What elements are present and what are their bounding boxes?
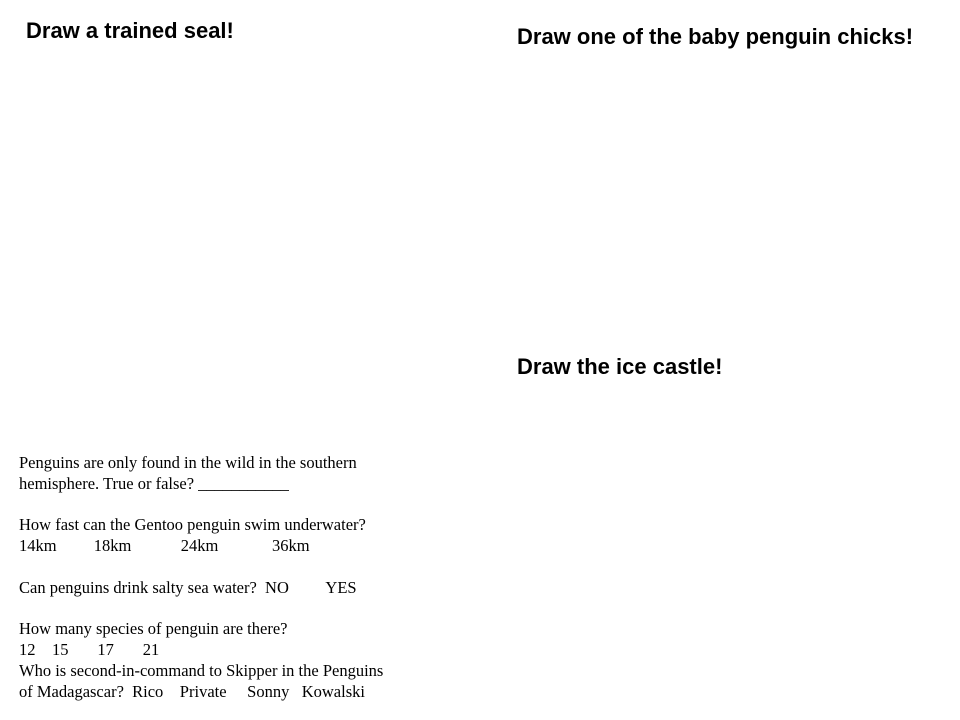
heading-draw-penguin-chick: Draw one of the baby penguin chicks! xyxy=(517,24,914,49)
question-4-options: 12 15 17 21 xyxy=(19,640,160,660)
question-5-line-1: Who is second-in-command to Skipper in the Penguins xyxy=(19,660,384,680)
question-4: How many species of penguin are there? xyxy=(19,619,288,639)
question-5-line-2: of Madagascar? Rico Private Sonny Kowalski xyxy=(19,681,365,701)
spacer xyxy=(19,495,459,516)
question-2: How fast can the Gentoo penguin swim underwater? xyxy=(19,515,366,535)
heading-draw-ice-castle: Draw the ice castle! xyxy=(517,354,723,379)
heading-draw-seal: Draw a trained seal! xyxy=(26,18,234,43)
question-2-options: 14km 18km 24km 36km xyxy=(19,536,310,556)
spacer xyxy=(19,599,459,620)
question-1-line-1: Penguins are only found in the wild in the southern xyxy=(19,453,357,472)
quiz-section xyxy=(19,453,459,703)
question-1-line-2: hemisphere. True or false? ___________ xyxy=(19,473,289,493)
spacer xyxy=(19,557,459,578)
question-3: Can penguins drink salty sea water? NO YES xyxy=(19,577,357,597)
